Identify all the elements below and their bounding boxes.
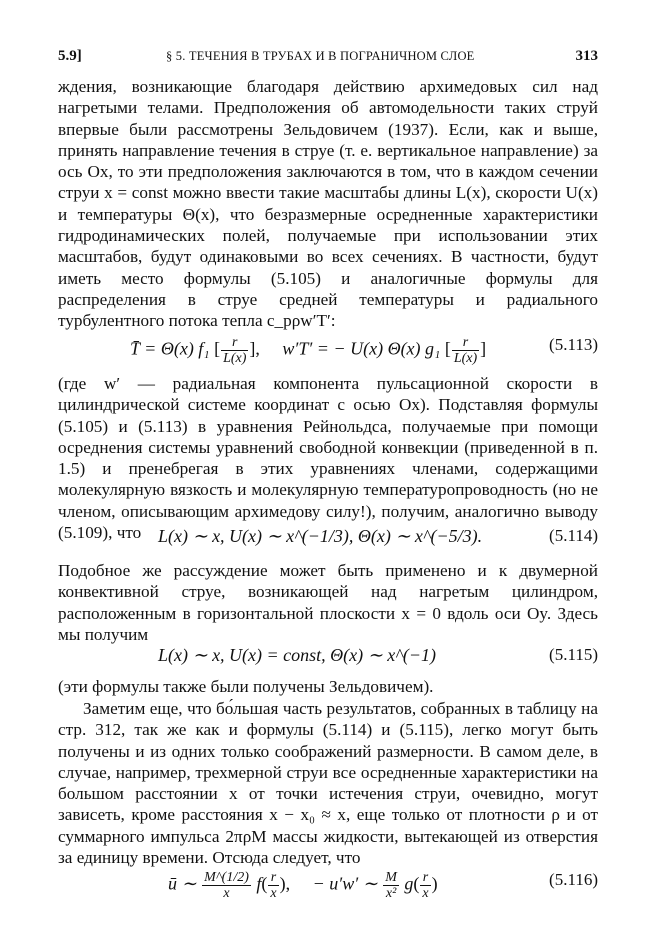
- eq116-frac-1: $\frac{M\^{}(1/2)}{x}$: [204, 870, 249, 901]
- eq113-number: (5.113): [549, 335, 598, 354]
- eq116-arg-2: $\frac{r}{x}$: [422, 870, 429, 901]
- eq114-expr: L(x) ∼ x, U(x) ∼ x^(−1/3), Θ(x) ∼ x^(−5/3).: [158, 526, 483, 546]
- eq116-g: g: [404, 873, 414, 894]
- eq116-frac-2: $\frac{M}{\text{x²}}$: [385, 870, 397, 901]
- equation-5-114: [58, 522, 598, 556]
- eq116-number: (5.116): [549, 870, 598, 889]
- eq116-lhs: ū ∼: [168, 873, 197, 894]
- paragraph-1: ждения, возникающие благодаря действию архимедовых сил над нагретыми телами. Предположения об автомодельности таких струй впервые были рассмотрены Зельдовичем (1937). Если, как и выше, принять направление течения в струе (т. е. вертикальное направление) за ось Ox, то эти предположения заключаются в том, что в каждом сечении струи x = const можно ввести такие масштабы длины L(x), скорости U(x) и температуры Θ(x), что безразмерные осредненные характеристики гидродинамических полей, получаемые при использовании этих масштабов, будут одинаковыми во всех сечениях. В частности, будут иметь место формулы (5.105) и аналогичные формулы для распределения в струе средней температуры и радиального турбулентного потока тепла c_pρw′T′:: [58, 77, 598, 331]
- running-title: § 5. ТЕЧЕНИЯ В ТРУБАХ И В ПОГРАНИЧНОМ СЛОЕ: [166, 49, 475, 63]
- equation-5-115: [58, 641, 598, 675]
- paragraph-2: (где w′ — радиальная компонента пульсационной скорости в цилиндрической системе координат с осью Ox). Подставляя формулы (5.105) и (5.113) в уравнения Рейнольдса, получаемые при помощи осреднения системы уравнений свободной конвекции (приведенной в п. 1.5) и пренебрегая в этих уравнениях членами, содержащими молекулярную вязкость и молекулярную температуропроводность (но не членом, описывающим архимедову силу!), получим, аналогично выводу (5.109), что: [58, 374, 598, 543]
- eq114-number: (5.114): [549, 526, 598, 545]
- eq115-number: (5.115): [549, 645, 598, 664]
- eq116-arg-1: $\frac{r}{x}$: [270, 870, 277, 901]
- paragraph-4: (эти формулы также были получены Зельдовичем).: [58, 677, 434, 696]
- section-ref: 5.9]: [58, 48, 82, 64]
- eq113-lhs: T̄ = Θ(x) f₁: [130, 338, 210, 359]
- eq113-frac-1: $\frac{r}{L(x)}$: [223, 335, 247, 366]
- paragraph-3: Подобное же рассуждение может быть применено и к двумерной конвективной струе, возникающей над нагретым цилиндром, расположенным в горизонтальной плоскости x = 0 вдоль оси Oy. Здесь мы получим: [58, 561, 598, 644]
- page-number: 313: [575, 48, 598, 64]
- eq116-f: f: [256, 873, 262, 894]
- page-header: [58, 48, 598, 70]
- eq113-flux: w′T′ = − U(x) Θ(x) g₁: [282, 338, 441, 359]
- eq115-expr: L(x) ∼ x, U(x) = const, Θ(x) ∼ x^(−1): [158, 645, 436, 665]
- equation-5-113: T̄ = Θ(x) f₁ [ $\frac{r}{L(x)}$ ], w′T′ = − U(x) Θ(x) g₁ [ $\frac{r}{L(x)}$ ] (5.113): [130, 335, 598, 366]
- eq113-frac-2: $\frac{r}{L(x)}$: [453, 335, 478, 366]
- equation-5-116: ū ∼ $\frac{M\^{}(1/2)}{x}$ f( $\frac{r}{x}$ ), − u′w′ ∼ $\frac{M}{\text{x²}}$ g( $\frac{r}{x}$ ) (5.116): [168, 870, 598, 901]
- paragraph-5: Заметим еще, что бо́льшая часть результатов, собранных в таблицу на стр. 312, так же как и формулы (5.114) и (5.115), легко могут быть получены и из одних только соображений размерности. В самом деле, в случае, например, трехмерной струи все осредненные характеристики на большом расстоянии x от точки истечения струи, очевидно, могут зависеть, кроме расстояния x − x₀ ≈ x, еще только от плотности ρ и от суммарного импульса 2πρM массы жидкости, вытекающей из отверстия за единицу времени. Отсюда следует, что: [58, 699, 598, 868]
- eq116-mid: − u′w′ ∼: [312, 873, 378, 894]
